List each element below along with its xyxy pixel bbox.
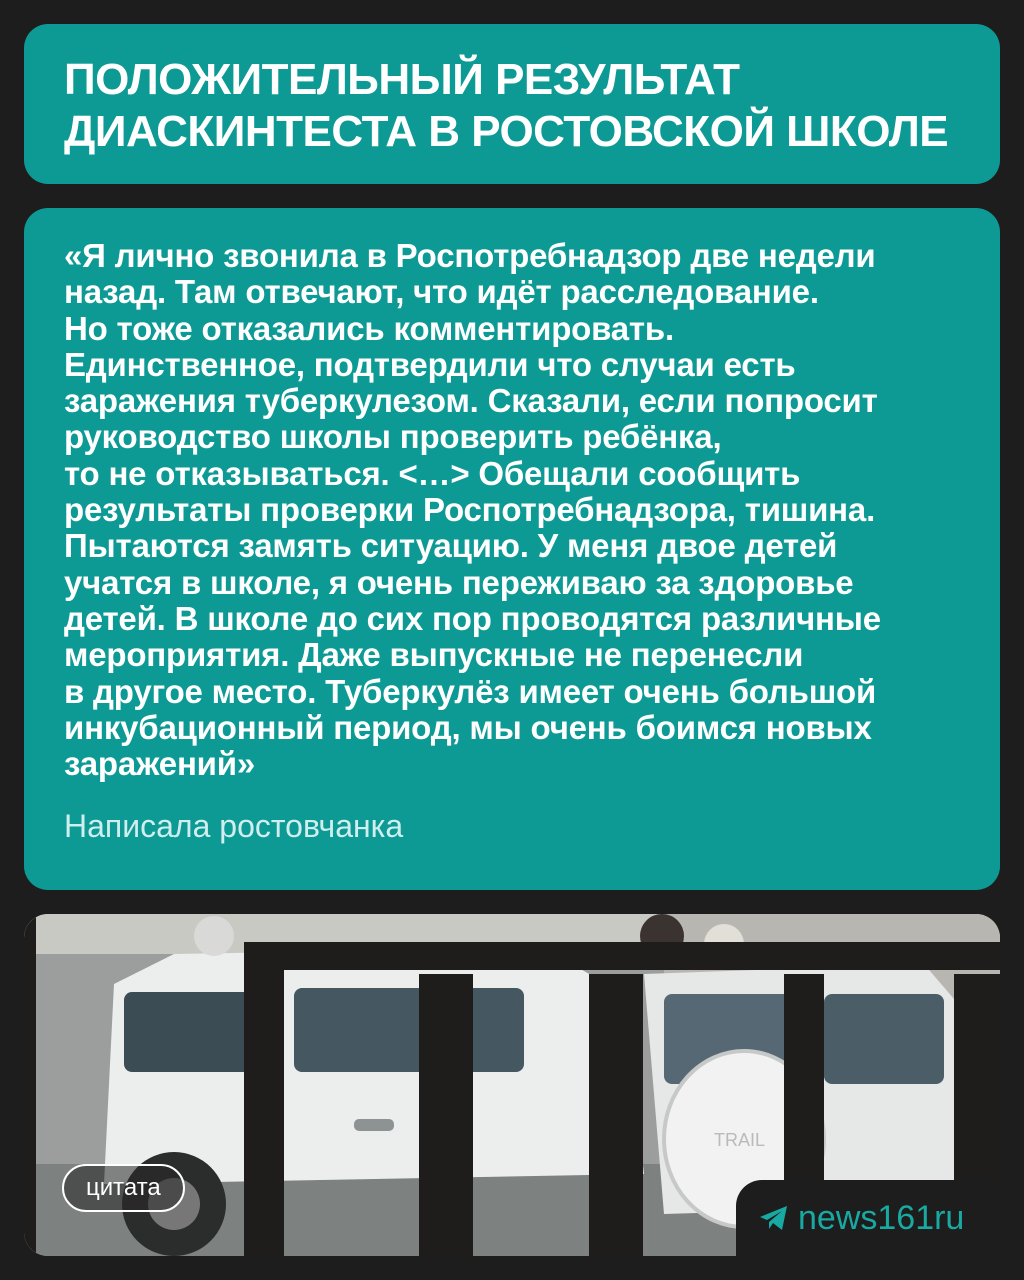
headline-card: [24, 24, 1000, 184]
brand-badge: [736, 1180, 1000, 1256]
quote-text: «Я лично звонила в Роспотребнадзор две недели назад. Там отвечают, что идёт расследование. Но тоже отказались комментировать. Единственное, подтвердили что случаи есть заражения туберкулезом. Сказали, если попросит руководство школы проверить ребёнка, то не отказываться. <…> Обещали сообщить результаты проверки Роспотребнадзора, тишина. Пытаются замять ситуацию. У меня двое детей учатся в школе, я очень переживаю за здоровье детей. В школе до сих пор проводятся различные мероприятия. Даже выпускные не перенесли в другое место. Туберкулёз имеет очень большой инкубационный период, мы очень боимся новых заражений»: [64, 237, 881, 783]
quote-card: [24, 208, 1000, 890]
quote-tag: цитата: [62, 1164, 185, 1212]
quote-author: Написала ростовчанка: [64, 808, 404, 845]
svg-text:TRAIL: TRAIL: [714, 1130, 766, 1150]
brand-name: news161ru: [798, 1199, 965, 1237]
telegram-icon: [758, 1204, 790, 1232]
headline-title: ПОЛОЖИТЕЛЬНЫЙ РЕЗУЛЬТАТ ДИАСКИНТЕСТА В РОСТОВСКОЙ ШКОЛЕ: [64, 55, 949, 156]
